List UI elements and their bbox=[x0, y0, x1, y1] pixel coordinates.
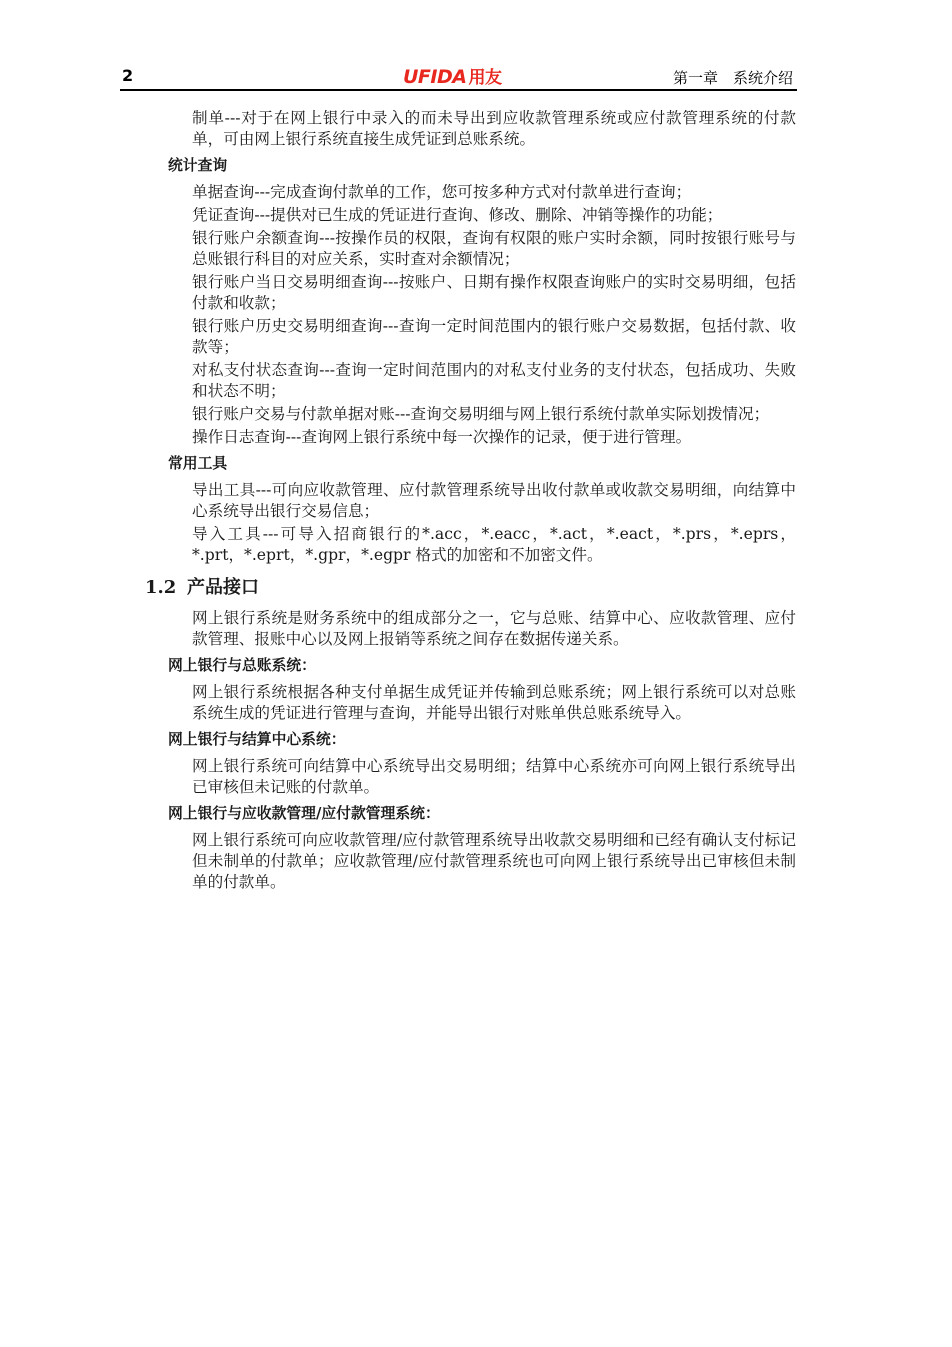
stats-item: 单据查询---完成查询付款单的工作，您可按多种方式对付款单进行查询； bbox=[192, 183, 692, 201]
stats-item: 银行账户历史交易明细查询---查询一定时间范围内的银行账户交易数据，包括付款、收款等； bbox=[192, 317, 796, 356]
stats-item: 银行账户余额查询---按操作员的权限，查询有权限的账户实时余额，同时按银行账号与总账银行科目的对应关系，实时查对余额情况； bbox=[192, 229, 796, 268]
stats-item: 凭证查询---提供对已生成的凭证进行查询、修改、删除、冲销等操作的功能； bbox=[192, 206, 723, 224]
stats-item: 银行账户交易与付款单据对账---查询交易明细与网上银行系统付款单实际划拨情况； bbox=[192, 405, 770, 423]
stats-item: 银行账户当日交易明细查询---按账户、日期有操作权限查询账户的实时交易明细，包括付款和收款； bbox=[192, 273, 796, 312]
section-intro: 网上银行系统是财务系统中的组成部分之一，它与总账、结算中心、应收款管理、应付款管理、报账中心以及网上报销等系统之间存在数据传递关系。 bbox=[192, 609, 796, 648]
heading-general-ledger: 网上银行与总账系统： bbox=[168, 657, 316, 674]
paragraph-settlement-center: 网上银行系统可向结算中心系统导出交易明细；结算中心系统亦可向网上银行系统导出已审核但未记账的付款单。 bbox=[192, 757, 796, 796]
tools-item: 导入工具---可导入招商银行的*.acc，*.eacc，*.act，*.eact，*.prs，*.eprs，*.prt，*.eprt，*.gpr，*.egpr 格式的加密和不加密文件。 bbox=[192, 525, 796, 564]
paragraph-receivables-payables: 网上银行系统可向应收款管理/应付款管理系统导出收款交易明细和已经有确认支付标记但未制单的付款单；应收款管理/应付款管理系统也可向网上银行系统导出已审核但未制单的付款单。 bbox=[192, 831, 796, 891]
heading-stats-query: 统计查询 bbox=[168, 157, 228, 174]
stats-item: 对私支付状态查询---查询一定时间范围内的对私支付业务的支付状态，包括成功、失败和状态不明； bbox=[192, 361, 796, 400]
page-content bbox=[145, 108, 796, 895]
section-heading bbox=[145, 576, 796, 600]
paragraph-general-ledger: 网上银行系统根据各种支付单据生成凭证并传输到总账系统；网上银行系统可以对总账系统生成的凭证进行管理与查询，并能导出银行对账单供总账系统导入。 bbox=[192, 683, 796, 722]
logo-brand: UFIDA bbox=[403, 66, 467, 88]
page-header bbox=[120, 62, 797, 90]
page-number: 2 bbox=[122, 66, 134, 85]
paragraph-voucher: 制单---对于在网上银行中录入的而未导出到应收款管理系统或应付款管理系统的付款单，可由网上银行系统直接生成凭证到总账系统。 bbox=[192, 109, 796, 148]
header-rule bbox=[120, 89, 797, 91]
logo-cn: 用友 bbox=[468, 68, 502, 88]
heading-receivables-payables: 网上银行与应收款管理/应付款管理系统： bbox=[168, 805, 440, 822]
chapter-title: 第一章 系统介绍 bbox=[672, 69, 793, 87]
section-number: 1.2 bbox=[145, 577, 177, 598]
section-title: 产品接口 bbox=[187, 577, 259, 598]
stats-item: 操作日志查询---查询网上银行系统中每一次操作的记录，便于进行管理。 bbox=[192, 428, 692, 446]
ufida-logo bbox=[403, 63, 501, 88]
heading-common-tools: 常用工具 bbox=[168, 455, 228, 472]
heading-settlement-center: 网上银行与结算中心系统： bbox=[168, 731, 346, 748]
tools-item: 导出工具---可向应收款管理、应付款管理系统导出收付款单或收款交易明细，向结算中心系统导出银行交易信息； bbox=[192, 481, 796, 520]
